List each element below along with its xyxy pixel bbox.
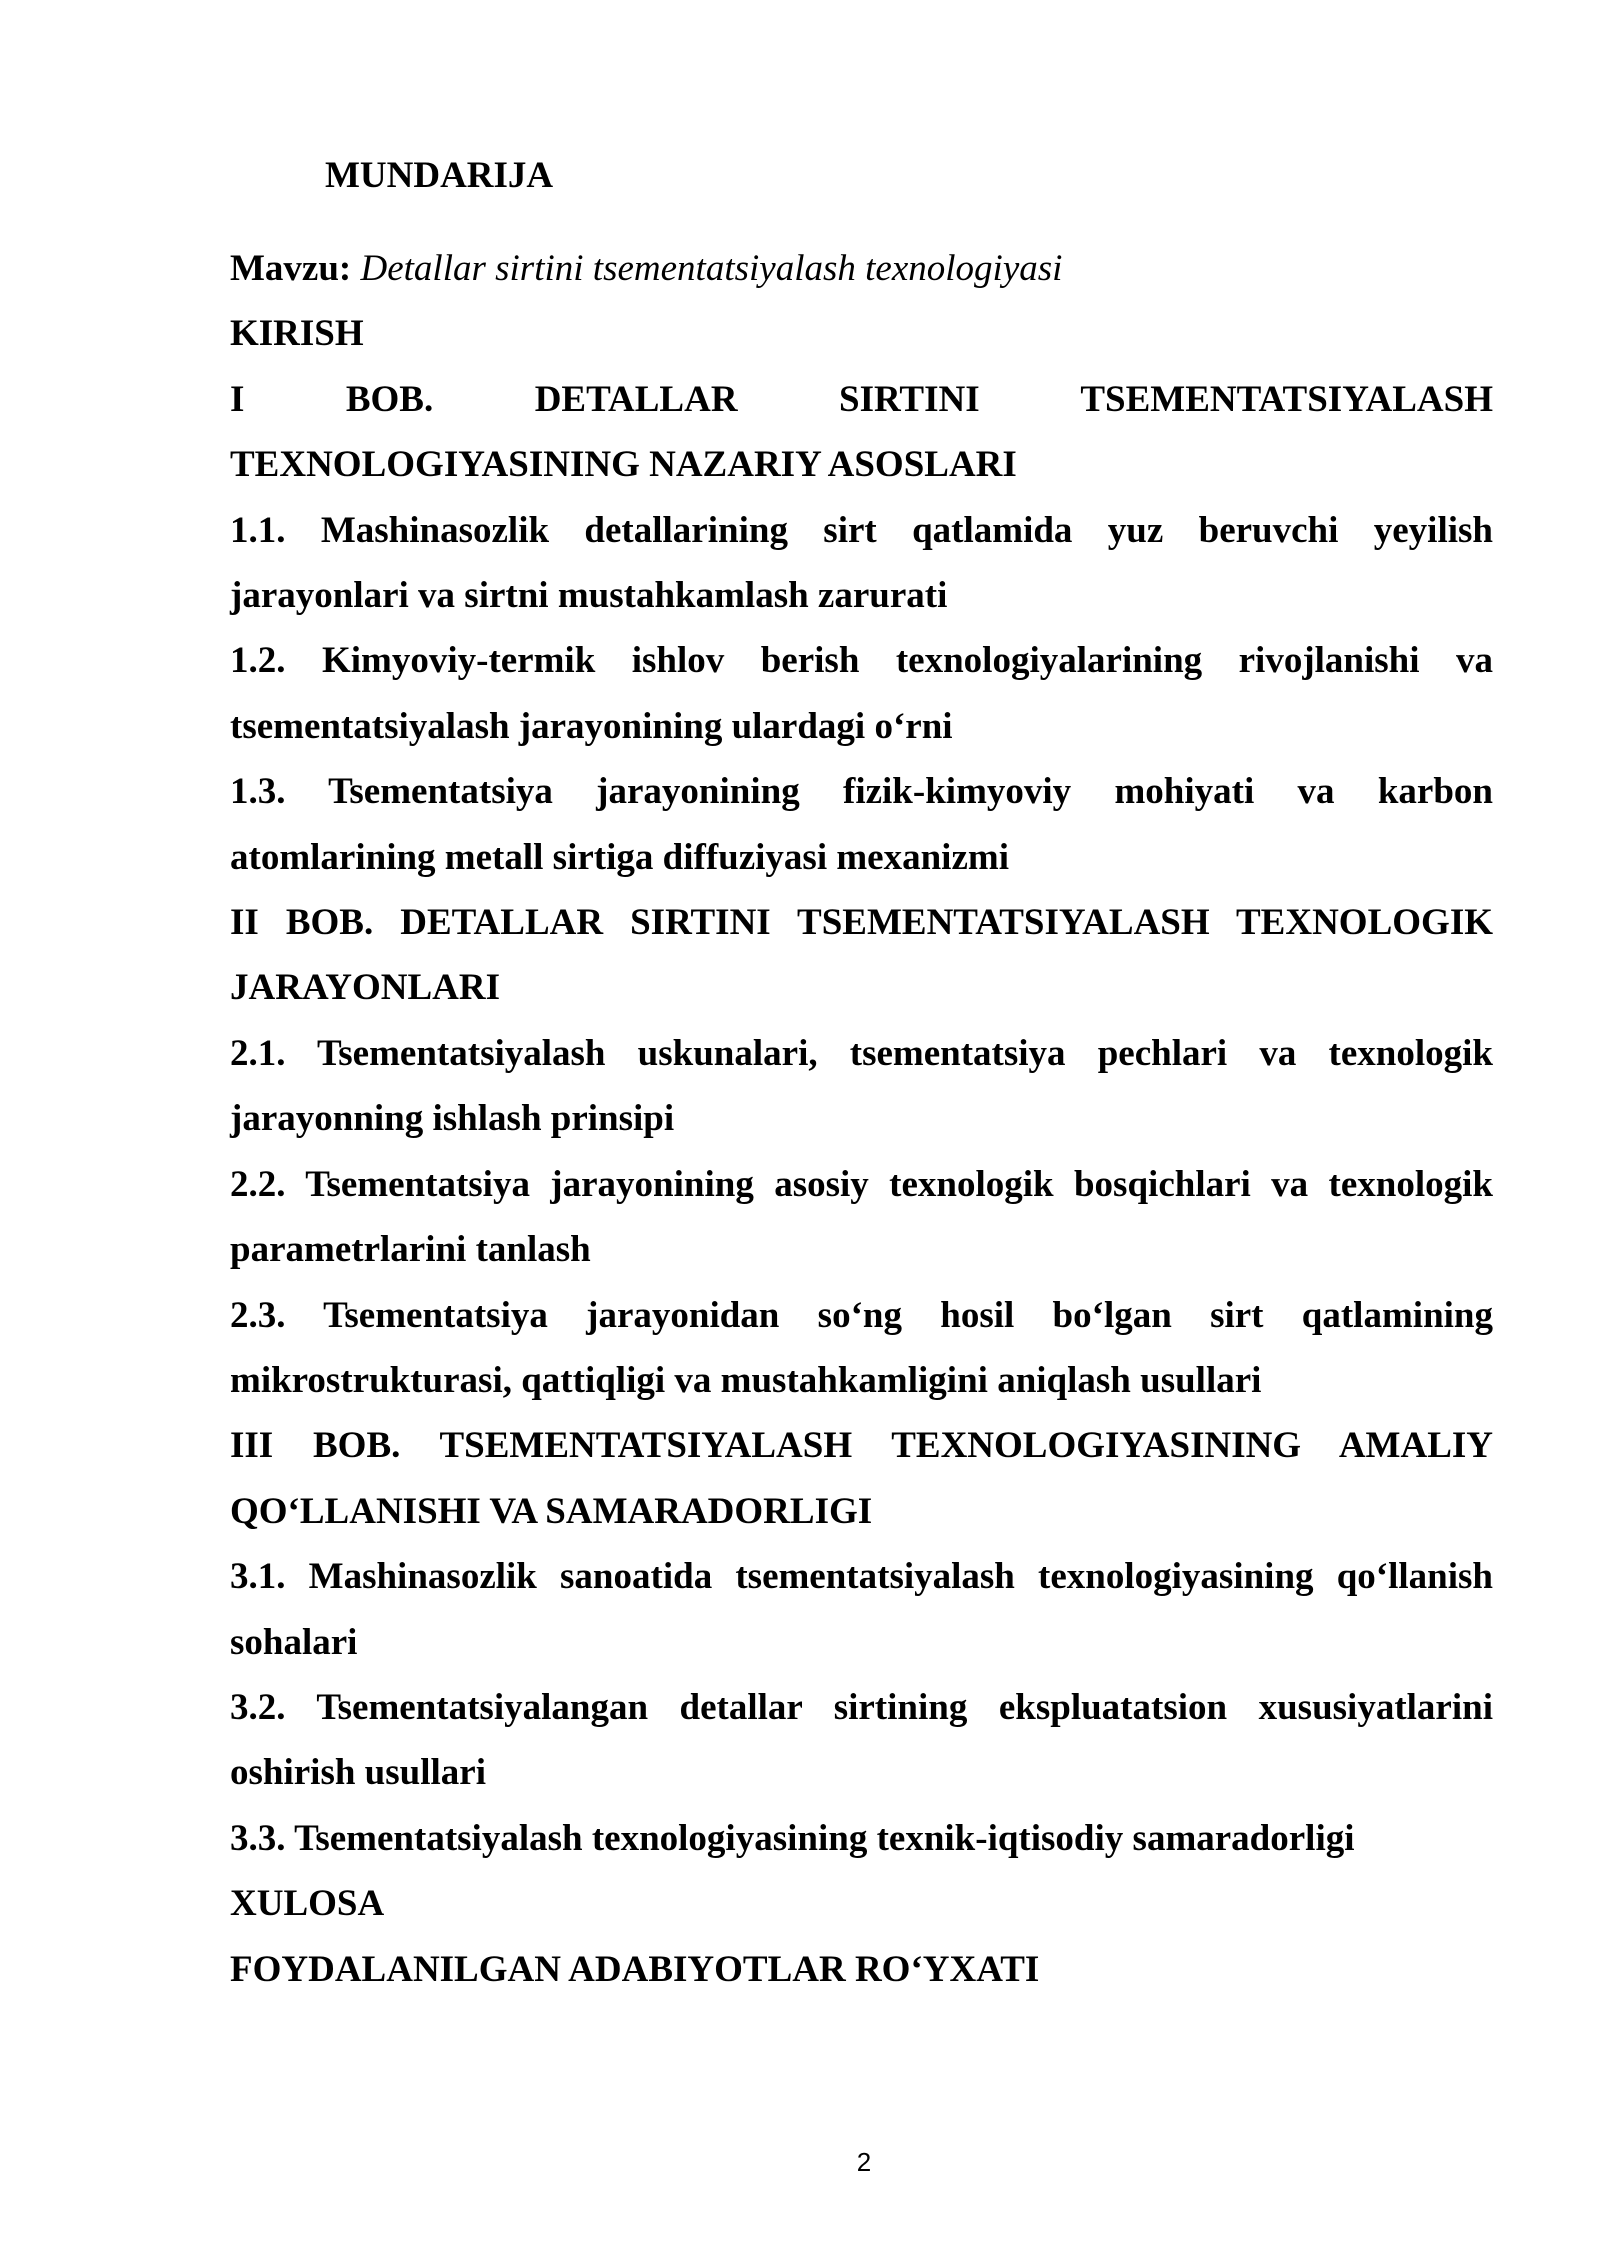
topic-line (230, 236, 1493, 301)
page-title: MUNDARIJA (325, 155, 554, 196)
toc-entry-introduction: KIRISH (230, 313, 364, 355)
page-number: 2 (856, 2147, 872, 2177)
toc-entry-section-2-1: 2.1. Tsementatsiyalash uskunalari, tsementatsiya pechlari va texnologik jarayonning ishlash prinsipi (230, 1032, 1493, 1140)
topic-value: Detallar sirtini tsementatsiyalash texnologiyasi (360, 248, 1063, 289)
toc-entry-section-2-2: 2.2. Tsementatsiya jarayonining asosiy texnologik bosqichlari va texnologik parametrlarini tanlash (230, 1163, 1493, 1271)
toc-entry-section-3-3: 3.3. Tsementatsiyalash texnologiyasining texnik-iqtisodiy samaradorligi (230, 1817, 1355, 1859)
toc-entry-chapter-2: II BOB. DETALLAR SIRTINI TSEMENTATSIYALASH TEXNOLOGIK JARAYONLARI (230, 902, 1493, 1009)
toc-entry-conclusion: XULOSA (230, 1883, 385, 1925)
toc-entry-section-1-2: 1.2. Kimyoviy-termik ishlov berish texnologiyalarining rivojlanishi va tsementatsiyalash jarayonining ulardagi o‘rni (230, 640, 1493, 747)
toc-entry-section-1-3: 1.3. Tsementatsiya jarayonining fizik-kimyoviy mohiyati va karbon atomlarining metall sirtiga diffuziyasi mexanizmi (230, 771, 1493, 878)
table-of-contents (230, 236, 1493, 2002)
toc-entry-section-2-3: 2.3. Tsementatsiya jarayonidan so‘ng hosil bo‘lgan sirt qatlamining mikrostrukturasi, qattiqligi va mustahkamligini aniqlash usullari (230, 1294, 1493, 1401)
toc-entry-section-1-1: 1.1. Mashinasozlik detallarining sirt qatlamida yuz beruvchi yeyilish jarayonlari va sirtni mustahkamlash zarurati (230, 509, 1493, 617)
toc-entry-chapter-1: I BOB. DETALLAR SIRTINI TSEMENTATSIYALASH TEXNOLOGIYASINING NAZARIY ASOSLARI (230, 378, 1493, 486)
toc-entry-section-3-1: 3.1. Mashinasozlik sanoatida tsementatsiyalash texnologiyasining qo‘llanish sohalari (230, 1556, 1493, 1663)
toc-entry-section-3-2: 3.2. Tsementatsiyalangan detallar sirtining ekspluatatsion xususiyatlarini oshirish usullari (230, 1686, 1493, 1794)
topic-label: Mavzu: (230, 248, 352, 289)
toc-entry-references: FOYDALANILGAN ADABIYOTLAR RO‘YXATI (230, 1948, 1040, 1990)
toc-entry-chapter-3: III BOB. TSEMENTATSIYALASH TEXNOLOGIYASINING AMALIY QO‘LLANISHI VA SAMARADORLIGI (230, 1425, 1493, 1532)
